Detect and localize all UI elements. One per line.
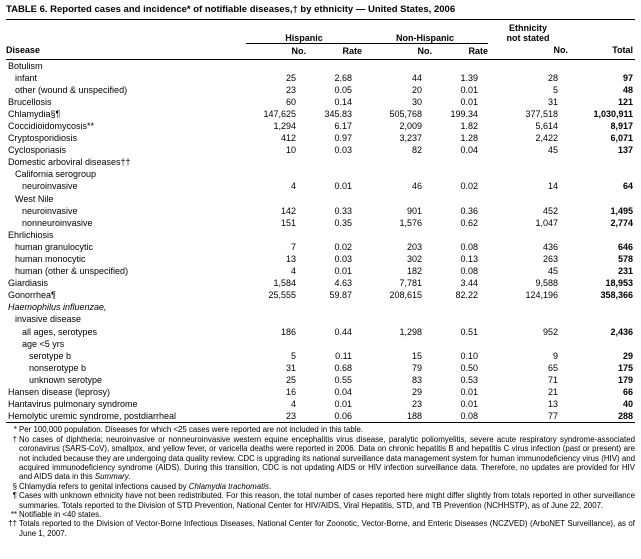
total-cell [568, 156, 635, 168]
nonhispanic-no-cell: 7,781 [399, 278, 423, 289]
section-row [6, 156, 635, 168]
ethnicity-no-cell: 71 [548, 374, 559, 385]
total-cell: 40 [623, 399, 634, 410]
table-row [6, 132, 635, 144]
ethnicity-no-cell: 5 [553, 84, 559, 95]
hispanic-no-cell: 25 [285, 374, 296, 385]
total-cell: 231 [618, 266, 634, 277]
nonhispanic-rate-cell: 1.28 [460, 133, 479, 144]
hispanic-rate-cell: 4.63 [334, 278, 353, 289]
hispanic-no-cell: 60 [285, 96, 296, 107]
nonhispanic-rate-cell: 0.62 [460, 217, 479, 228]
footnote [6, 519, 635, 538]
nonhispanic-no-cell [362, 168, 432, 180]
total-cell: 1,495 [610, 205, 634, 216]
ethnicity-no-cell [488, 59, 568, 72]
nonhispanic-no-cell [362, 156, 432, 168]
nonhispanic-rate-cell: 3.44 [460, 278, 479, 289]
hispanic-rate-cell: 0.68 [334, 362, 353, 373]
disease-label: neuroinvasive [22, 181, 78, 192]
hispanic-rate-cell [306, 156, 362, 168]
total-cell: 6,071 [610, 133, 634, 144]
footnote-text: Cases with unknown ethnicity have not been redistributed. For this reason, the total number of cases reported here might differ slightly from totals reported in other surveillance summaries. Totals reported to the Division of STD Prevention, National Center for HIV/AIDS, Viral Hepatitis, STD, and TB Prevention (NCHHSTP), as of June 22, 2007. [19, 491, 635, 510]
nonhispanic-no-cell: 208,615 [389, 290, 423, 301]
nonhispanic-no-cell: 30 [412, 96, 423, 107]
hispanic-no-cell [246, 168, 306, 180]
total-cell: 288 [618, 411, 634, 422]
ethnicity-label-line2: not stated [506, 33, 550, 43]
nonhispanic-rate-cell [432, 301, 488, 313]
total-cell: 578 [618, 254, 634, 264]
table-row [6, 362, 635, 374]
column-header-row [6, 43, 635, 59]
hispanic-rate-cell: 0.11 [335, 350, 353, 361]
disease-label: Hansen disease (leprosy) [8, 387, 111, 398]
ethnicity-no-cell: 45 [548, 145, 559, 156]
disease-label: Domestic arboviral diseases†† [8, 157, 131, 168]
footnote-text: Notifiable in <40 states. [19, 509, 102, 519]
nonhispanic-rate-cell: 0.13 [460, 254, 479, 264]
disease-label: Ehrlichiosis [8, 229, 54, 240]
disease-label: Gonorrhea¶ [8, 290, 56, 301]
nonhispanic-no-cell: 203 [406, 241, 423, 252]
nonhispanic-rate-cell: 1.39 [460, 72, 479, 83]
table-row [6, 241, 635, 253]
footnote-marker: ** [10, 509, 17, 519]
nonhispanic-rate-cell [432, 156, 488, 168]
disease-label: human monocytic [15, 254, 86, 264]
ethnicity-no-cell: 13 [548, 399, 559, 410]
col-group-ethnicity-not-stated [488, 20, 568, 43]
nonhispanic-no-cell: 1,298 [399, 326, 423, 337]
footnote-marker: † [12, 434, 17, 444]
hispanic-rate-cell: 0.05 [334, 84, 353, 95]
table-row [6, 350, 635, 362]
hispanic-no-cell [246, 338, 306, 350]
hispanic-no-cell: 147,625 [263, 108, 296, 119]
hispanic-no-cell [246, 156, 306, 168]
nonhispanic-rate-cell: 0.10 [460, 350, 479, 361]
nonhispanic-no-cell: 23 [412, 399, 423, 410]
nonhispanic-rate-cell: 199.34 [450, 108, 479, 119]
disease-label: Haemophilus influenzae, [8, 302, 107, 313]
disease-label: Hemolytic uremic syndrome, postdiarrheal [8, 411, 177, 422]
hispanic-rate-cell: 0.06 [334, 411, 353, 422]
table-row [6, 120, 635, 132]
hispanic-rate-cell [306, 193, 362, 205]
ethnicity-no-cell: 1,047 [535, 217, 559, 228]
ethnicity-no-cell: 952 [543, 326, 559, 337]
hispanic-no-cell [246, 313, 306, 325]
section-row [6, 229, 635, 241]
disease-label: human granulocytic [15, 241, 94, 252]
hispanic-no-cell: 1,584 [273, 278, 296, 289]
table-row [6, 386, 635, 398]
total-cell [568, 301, 635, 313]
table-row [6, 277, 635, 289]
nonhispanic-no-cell: 20 [412, 84, 423, 95]
hispanic-rate-cell: 0.01 [334, 266, 353, 277]
hispanic-no-cell: 31 [285, 362, 296, 373]
footnote [6, 482, 635, 491]
total-cell: 646 [618, 241, 634, 252]
footnote-text: No cases of diphtheria; neuroinvasive or nonneuroinvasive western equine encephalitis virus disease, paralytic poliomyelitis, severe acute respiratory syndrome-associated coronavirus (SARS-CoV), smallpox, and yellow fever, or varicella deaths were reported in 2006. Data on chronic hepatitis B and hepatitis C virus infection (past or present) are not included because they are undergoing data quality review. CDC is upgrading its national surveillance data management system for human immunodeficiency virus (HIV) and acquired immunodeficiency syndrome (AIDS). During this transition, CDC is not updating AIDS or HIV infection surveillance data. Therefore, no updates are provided for HIV and AIDS data in this Summary. [19, 434, 635, 482]
footnote-marker: * [13, 425, 17, 435]
nonhispanic-rate-cell: 0.08 [460, 411, 479, 422]
disease-label: Hantavirus pulmonary syndrome [8, 399, 138, 410]
total-cell: 137 [618, 145, 634, 156]
table-row [6, 253, 635, 265]
hispanic-no-cell: 142 [280, 205, 296, 216]
hispanic-rate-cell: 0.01 [334, 181, 353, 192]
section-row [6, 301, 635, 313]
hispanic-no-cell: 186 [280, 326, 296, 337]
total-cell: 8,917 [610, 120, 634, 131]
table-row [6, 84, 635, 96]
total-cell: 2,436 [610, 326, 634, 337]
table-row [6, 96, 635, 108]
table-row [6, 205, 635, 217]
disease-label: other (wound & unspecified) [15, 84, 128, 95]
ethnicity-no-cell: 45 [548, 266, 559, 277]
ethnicity-no-cell: 31 [548, 96, 559, 107]
hispanic-rate-cell [306, 229, 362, 241]
col-header-nonhispanic-rate: Rate [432, 43, 488, 59]
hispanic-rate-cell: 0.97 [334, 133, 353, 144]
footnote [6, 510, 635, 519]
disease-label: Cyclosporiasis [8, 145, 67, 156]
disease-label: West Nile [15, 193, 54, 204]
spacer-cell [568, 20, 635, 43]
table-row [6, 326, 635, 338]
table-row [6, 374, 635, 386]
ethnicity-no-cell: 377,518 [525, 108, 559, 119]
total-cell: 29 [623, 350, 634, 361]
nonhispanic-rate-cell [432, 168, 488, 180]
hispanic-no-cell: 1,294 [273, 120, 296, 131]
hispanic-rate-cell: 0.03 [334, 145, 353, 156]
hispanic-rate-cell: 345.83 [324, 108, 353, 119]
table-head [6, 20, 635, 59]
hispanic-rate-cell: 0.02 [334, 241, 353, 252]
total-cell [568, 313, 635, 325]
hispanic-no-cell: 25,555 [268, 290, 296, 301]
nonhispanic-no-cell [362, 313, 432, 325]
disease-label: invasive disease [15, 314, 82, 325]
hispanic-rate-cell: 0.03 [334, 254, 353, 264]
hispanic-no-cell [246, 229, 306, 241]
ethnicity-no-cell: 77 [548, 411, 559, 422]
col-header-hispanic-rate: Rate [306, 43, 362, 59]
ethnicity-no-cell: 436 [543, 241, 559, 252]
nonhispanic-no-cell: 46 [412, 181, 423, 192]
nonhispanic-rate-cell [432, 59, 488, 72]
ethnicity-no-cell [488, 229, 568, 241]
hispanic-rate-cell: 0.44 [334, 326, 353, 337]
hispanic-rate-cell: 0.33 [334, 205, 353, 216]
total-cell: 2,774 [610, 217, 634, 228]
total-cell: 121 [618, 96, 634, 107]
hispanic-no-cell: 5 [290, 350, 296, 361]
ethnicity-no-cell [488, 156, 568, 168]
section-row [6, 193, 635, 205]
footnote [6, 425, 635, 434]
nonhispanic-rate-cell: 0.08 [460, 266, 479, 277]
disease-label: nonneuroinvasive [22, 217, 93, 228]
nonhispanic-rate-cell: 0.01 [460, 399, 479, 410]
nonhispanic-no-cell: 82 [412, 145, 423, 156]
ethnicity-no-cell [488, 301, 568, 313]
ethnicity-no-cell: 65 [548, 362, 559, 373]
table-row [6, 398, 635, 410]
disease-label: all ages, serotypes [22, 326, 98, 337]
ethnicity-no-cell [488, 338, 568, 350]
disease-label: Brucellosis [8, 96, 52, 107]
ethnicity-no-cell: 28 [548, 72, 559, 83]
table-row [6, 410, 635, 423]
col-header-disease: Disease [6, 43, 246, 59]
hispanic-rate-cell [306, 313, 362, 325]
hispanic-no-cell: 23 [285, 411, 296, 422]
ethnicity-label-line1: Ethnicity [509, 23, 548, 33]
disease-label: neuroinvasive [22, 205, 78, 216]
col-header-hispanic-no: No. [246, 43, 306, 59]
footnote-marker: ¶ [12, 491, 17, 501]
nonhispanic-no-cell: 3,237 [399, 133, 423, 144]
disease-label: Cryptosporidiosis [8, 133, 78, 144]
footnote-marker: †† [8, 519, 17, 529]
nonhispanic-no-cell: 44 [412, 72, 423, 83]
table-row [6, 289, 635, 301]
ethnicity-no-cell: 9 [553, 350, 559, 361]
disease-label: age <5 yrs [22, 338, 65, 349]
total-cell: 1,030,911 [593, 108, 634, 119]
hispanic-rate-cell [306, 338, 362, 350]
hispanic-rate-cell: 6.17 [334, 120, 353, 131]
nonhispanic-rate-cell: 0.36 [460, 205, 479, 216]
hispanic-rate-cell [306, 168, 362, 180]
total-cell [568, 168, 635, 180]
hispanic-no-cell: 4 [290, 181, 296, 192]
footnote [6, 491, 635, 510]
ethnicity-no-cell: 452 [543, 205, 559, 216]
ethnicity-no-cell [488, 313, 568, 325]
nonhispanic-no-cell: 188 [406, 411, 423, 422]
nonhispanic-rate-cell [432, 193, 488, 205]
table-row [6, 265, 635, 277]
section-row [6, 59, 635, 72]
nonhispanic-no-cell: 182 [406, 266, 423, 277]
nonhispanic-rate-cell: 0.53 [460, 374, 479, 385]
nonhispanic-no-cell: 29 [412, 387, 423, 398]
nonhispanic-no-cell [362, 338, 432, 350]
col-header-total: Total [568, 43, 635, 59]
disease-label: serotype b [29, 350, 72, 361]
total-cell: 64 [623, 181, 634, 192]
nonhispanic-no-cell: 83 [412, 374, 423, 385]
hispanic-no-cell: 25 [285, 72, 296, 83]
hispanic-no-cell: 16 [285, 387, 296, 398]
footnotes [6, 425, 635, 538]
nonhispanic-rate-cell: 0.50 [460, 362, 479, 373]
section-row [6, 338, 635, 350]
footnote-marker: § [12, 481, 17, 491]
hispanic-no-cell [246, 59, 306, 72]
spacer-cell [6, 20, 246, 43]
hispanic-no-cell: 23 [285, 84, 296, 95]
hispanic-no-cell: 151 [280, 217, 296, 228]
ethnicity-no-cell: 5,614 [535, 120, 559, 131]
hispanic-no-cell: 4 [290, 266, 296, 277]
col-group-non-hispanic: Non-Hispanic [362, 20, 488, 43]
hispanic-no-cell: 4 [290, 399, 296, 410]
total-cell: 175 [618, 362, 634, 373]
total-cell: 358,366 [600, 290, 634, 301]
nonhispanic-rate-cell [432, 229, 488, 241]
hispanic-rate-cell: 0.14 [334, 96, 353, 107]
nonhispanic-no-cell [362, 301, 432, 313]
hispanic-no-cell: 412 [280, 133, 296, 144]
nonhispanic-no-cell: 79 [412, 362, 423, 373]
section-row [6, 313, 635, 325]
table-title: TABLE 6. Reported cases and incidence* of notifiable diseases,† by ethnicity — United States, 2006 [6, 3, 635, 20]
hispanic-no-cell [246, 301, 306, 313]
nonhispanic-no-cell: 302 [406, 254, 423, 264]
disease-label: Giardiasis [8, 278, 49, 289]
ethnicity-no-cell: 263 [543, 254, 559, 264]
nonhispanic-no-cell: 2,009 [399, 120, 423, 131]
hispanic-rate-cell: 0.04 [334, 387, 353, 398]
disease-label: Chlamydia§¶ [8, 108, 61, 119]
disease-label: unknown serotype [29, 374, 103, 385]
hispanic-rate-cell: 2.68 [334, 72, 353, 83]
ethnicity-no-cell: 21 [548, 387, 559, 398]
nonhispanic-rate-cell: 0.51 [460, 326, 479, 337]
hispanic-no-cell: 10 [285, 145, 296, 156]
footnote [6, 435, 635, 482]
total-cell: 18,953 [605, 278, 634, 289]
total-cell: 66 [623, 387, 634, 398]
hispanic-rate-cell [306, 59, 362, 72]
table-row [6, 217, 635, 229]
ethnicity-no-cell: 124,196 [525, 290, 559, 301]
ethnicity-no-cell: 14 [548, 181, 559, 192]
footnote-text: Per 100,000 population. Diseases for which <25 cases were reported are not included in this table. [19, 425, 364, 435]
total-cell [568, 59, 635, 72]
hispanic-no-cell [246, 193, 306, 205]
ethnicity-no-cell: 2,422 [535, 133, 559, 144]
col-header-nonhispanic-no: No. [362, 43, 432, 59]
total-cell [568, 338, 635, 350]
hispanic-rate-cell: 0.35 [334, 217, 353, 228]
ethnicity-no-cell [488, 168, 568, 180]
footnote-text: Totals reported to the Division of Vector-Borne Infectious Diseases, National Center for Zoonotic, Vector-Borne, and Enteric Diseases (NCZVED) (ArboNET Surveillance), as of June 1, 2007. [19, 519, 635, 538]
nonhispanic-rate-cell: 0.02 [460, 181, 479, 192]
col-header-ethnicity-no: No. [488, 43, 568, 59]
nonhispanic-rate-cell: 82.22 [455, 290, 479, 301]
nonhispanic-no-cell: 901 [406, 205, 423, 216]
nonhispanic-no-cell: 15 [412, 350, 423, 361]
footnote-text: Chlamydia refers to genital infections caused by Chlamydia trachomatis. [19, 481, 272, 491]
table-row [6, 72, 635, 84]
disease-label: human (other & unspecified) [15, 266, 129, 277]
disease-label: Coccidioidomycosis** [8, 120, 95, 131]
table-row [6, 108, 635, 120]
nonhispanic-rate-cell: 0.04 [460, 145, 479, 156]
hispanic-rate-cell [306, 301, 362, 313]
nonhispanic-no-cell: 1,576 [399, 217, 423, 228]
total-cell [568, 193, 635, 205]
hispanic-rate-cell: 59.87 [329, 290, 353, 301]
notifiable-diseases-table [6, 20, 635, 423]
nonhispanic-no-cell: 505,768 [389, 108, 423, 119]
nonhispanic-rate-cell: 0.08 [460, 241, 479, 252]
section-row [6, 168, 635, 180]
nonhispanic-rate-cell: 0.01 [460, 84, 479, 95]
ethnicity-no-cell [488, 193, 568, 205]
disease-label: California serogroup [15, 169, 97, 180]
nonhispanic-rate-cell: 1.82 [460, 120, 479, 131]
nonhispanic-rate-cell: 0.01 [460, 96, 479, 107]
hispanic-no-cell: 7 [290, 241, 296, 252]
total-cell: 179 [618, 374, 634, 385]
total-cell [568, 229, 635, 241]
nonhispanic-rate-cell: 0.01 [460, 387, 479, 398]
nonhispanic-no-cell [362, 193, 432, 205]
disease-label: infant [15, 72, 38, 83]
disease-label: Botulism [8, 60, 43, 71]
nonhispanic-rate-cell [432, 313, 488, 325]
hispanic-no-cell: 13 [285, 254, 296, 264]
nonhispanic-no-cell [362, 59, 432, 72]
nonhispanic-no-cell [362, 229, 432, 241]
column-group-header-row [6, 20, 635, 43]
ethnicity-no-cell: 9,588 [535, 278, 559, 289]
disease-label: nonserotype b [29, 362, 87, 373]
nonhispanic-rate-cell [432, 338, 488, 350]
col-group-hispanic: Hispanic [246, 20, 362, 43]
total-cell: 48 [623, 84, 634, 95]
table-row [6, 144, 635, 156]
hispanic-rate-cell: 0.55 [334, 374, 353, 385]
table-body [6, 59, 635, 423]
table-row [6, 180, 635, 192]
hispanic-rate-cell: 0.01 [334, 399, 353, 410]
total-cell: 97 [623, 72, 634, 83]
